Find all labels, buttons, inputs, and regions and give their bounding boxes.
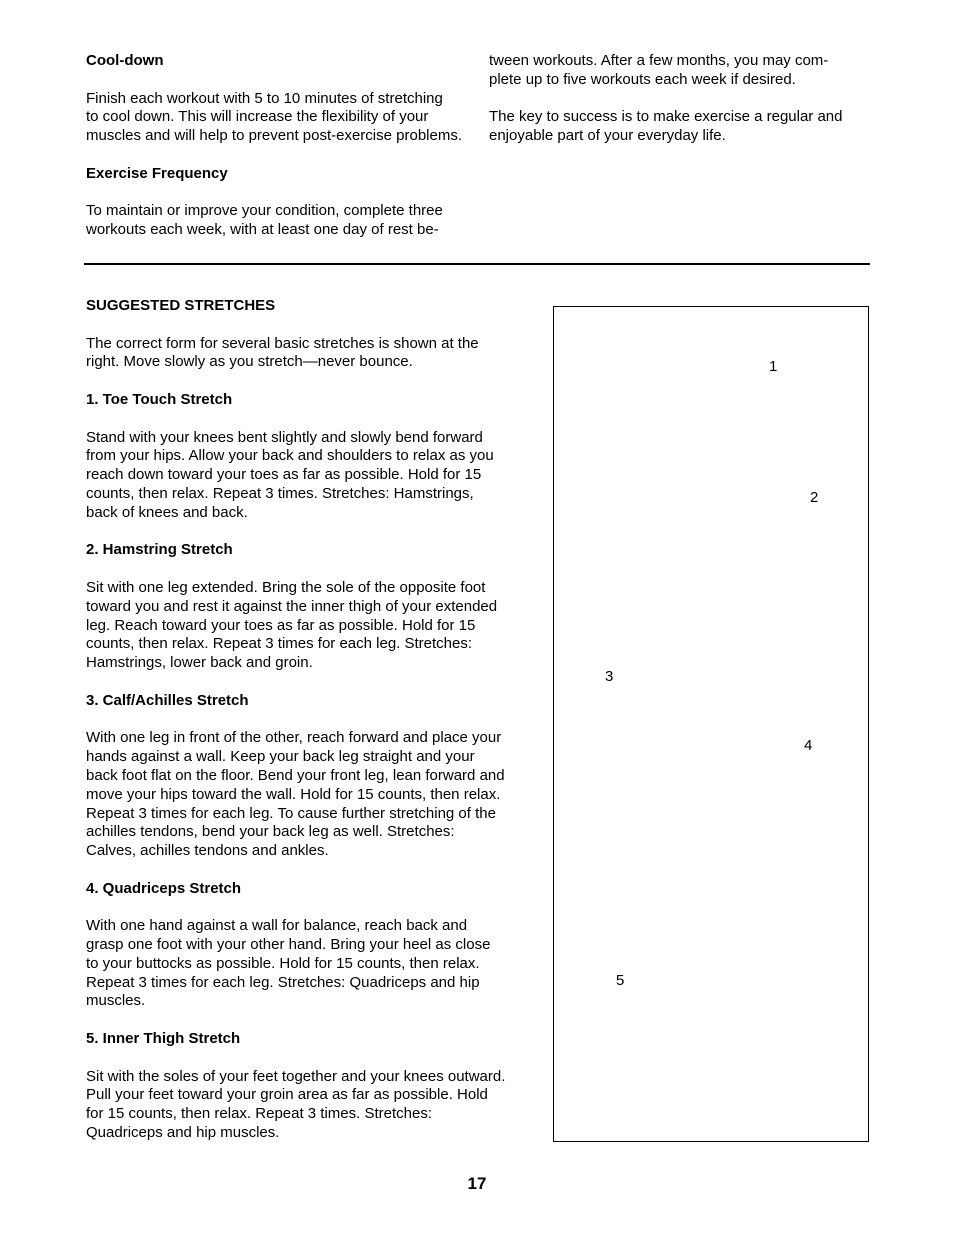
cooldown-line: Finish each workout with 5 to 10 minutes of stretching: [86, 89, 443, 107]
stretch-line: toward you and rest it against the inner thigh of your extended: [86, 597, 498, 615]
stretch-figure-box: [553, 306, 869, 1142]
stretch-line: counts, then relax. Repeat 3 times. Stretches: Hamstrings,: [86, 484, 474, 502]
intro-line: The correct form for several basic stretches is shown at the: [86, 334, 479, 352]
top-left-column: [86, 52, 471, 240]
stretch-title: 1. Toe Touch Stretch: [86, 390, 233, 408]
stretch-line: Quadriceps and hip muscles.: [86, 1124, 280, 1142]
stretch-line: achilles tendons, bend your back leg as well. Stretches:: [86, 823, 455, 841]
frequency-line: tween workouts. After a few months, you may com-: [489, 52, 829, 69]
intro-line: right. Move slowly as you stretch—never bounce.: [86, 353, 413, 371]
frequency-line: workouts each week, with at least one day of rest be-: [86, 221, 439, 239]
stretch-line: Repeat 3 times for each leg. To cause further stretching of the: [86, 804, 496, 822]
stretch-line: Sit with one leg extended. Bring the sole of the opposite foot: [86, 578, 486, 596]
stretch-line: hands against a wall. Keep your back leg straight and your: [86, 748, 475, 766]
stretches-heading: SUGGESTED STRETCHES: [86, 297, 276, 314]
stretch-line: for 15 counts, then relax. Repeat 3 times. Stretches:: [86, 1105, 433, 1123]
stretch-line: from your hips. Allow your back and shoulders to relax as you: [86, 447, 494, 465]
stretches-column: [86, 297, 531, 1143]
cooldown-line: muscles and will help to prevent post-exercise problems.: [86, 127, 463, 145]
key-line: enjoyable part of your everyday life.: [489, 127, 726, 145]
stretch-line: With one leg in front of the other, reach forward and place your: [86, 729, 502, 747]
stretch-line: Repeat 3 times for each leg. Stretches: Quadriceps and hip: [86, 973, 480, 991]
stretch-line: Calves, achilles tendons and ankles.: [86, 842, 329, 860]
stretch-title: 3. Calf/Achilles Stretch: [86, 691, 249, 709]
stretch-line: With one hand against a wall for balance, reach back and: [86, 917, 468, 935]
stretch-line: muscles.: [86, 992, 146, 1010]
stretch-line: to your buttocks as possible. Hold for 15 counts, then relax.: [86, 954, 480, 972]
stretch-line: back of knees and back.: [86, 503, 248, 521]
stretch-line: Sit with the soles of your feet together and your knees outward.: [86, 1067, 506, 1085]
frequency-line: plete up to five workouts each week if desired.: [489, 70, 796, 88]
figure-label-1: 1: [769, 358, 778, 375]
key-line: The key to success is to make exercise a regular and: [489, 108, 843, 126]
figure-label-2: 2: [810, 489, 819, 506]
stretch-line: Pull your feet toward your groin area as far as possible. Hold: [86, 1086, 488, 1104]
frequency-line: To maintain or improve your condition, complete three: [86, 202, 443, 220]
section-divider: [84, 263, 870, 265]
figure-label-3: 3: [605, 668, 614, 685]
stretch-line: grasp one foot with your other hand. Bring your heel as close: [86, 936, 491, 954]
stretch-line: Hamstrings, lower back and groin.: [86, 654, 313, 672]
figure-label-5: 5: [616, 972, 625, 989]
frequency-heading: Exercise Frequency: [86, 164, 228, 182]
stretch-line: Stand with your knees bent slightly and slowly bend forward: [86, 428, 483, 446]
stretch-title: 4. Quadriceps Stretch: [86, 879, 242, 897]
figure-label-4: 4: [804, 737, 813, 754]
stretch-title: 5. Inner Thigh Stretch: [86, 1030, 241, 1048]
top-right-column: [489, 52, 874, 146]
page-number: 17: [467, 1174, 487, 1193]
stretch-line: leg. Reach toward your toes as far as possible. Hold for 15: [86, 616, 476, 634]
stretch-line: back foot flat on the floor. Bend your front leg, lean forward and: [86, 766, 505, 784]
stretch-line: reach down toward your toes as far as possible. Hold for 15: [86, 466, 482, 484]
cooldown-heading: Cool-down: [86, 52, 164, 69]
stretch-line: move your hips toward the wall. Hold for 15 counts, then relax.: [86, 785, 501, 803]
cooldown-line: to cool down. This will increase the flexibility of your: [86, 108, 429, 126]
stretch-line: counts, then relax. Repeat 3 times for each leg. Stretches:: [86, 635, 473, 653]
stretch-title: 2. Hamstring Stretch: [86, 541, 233, 559]
